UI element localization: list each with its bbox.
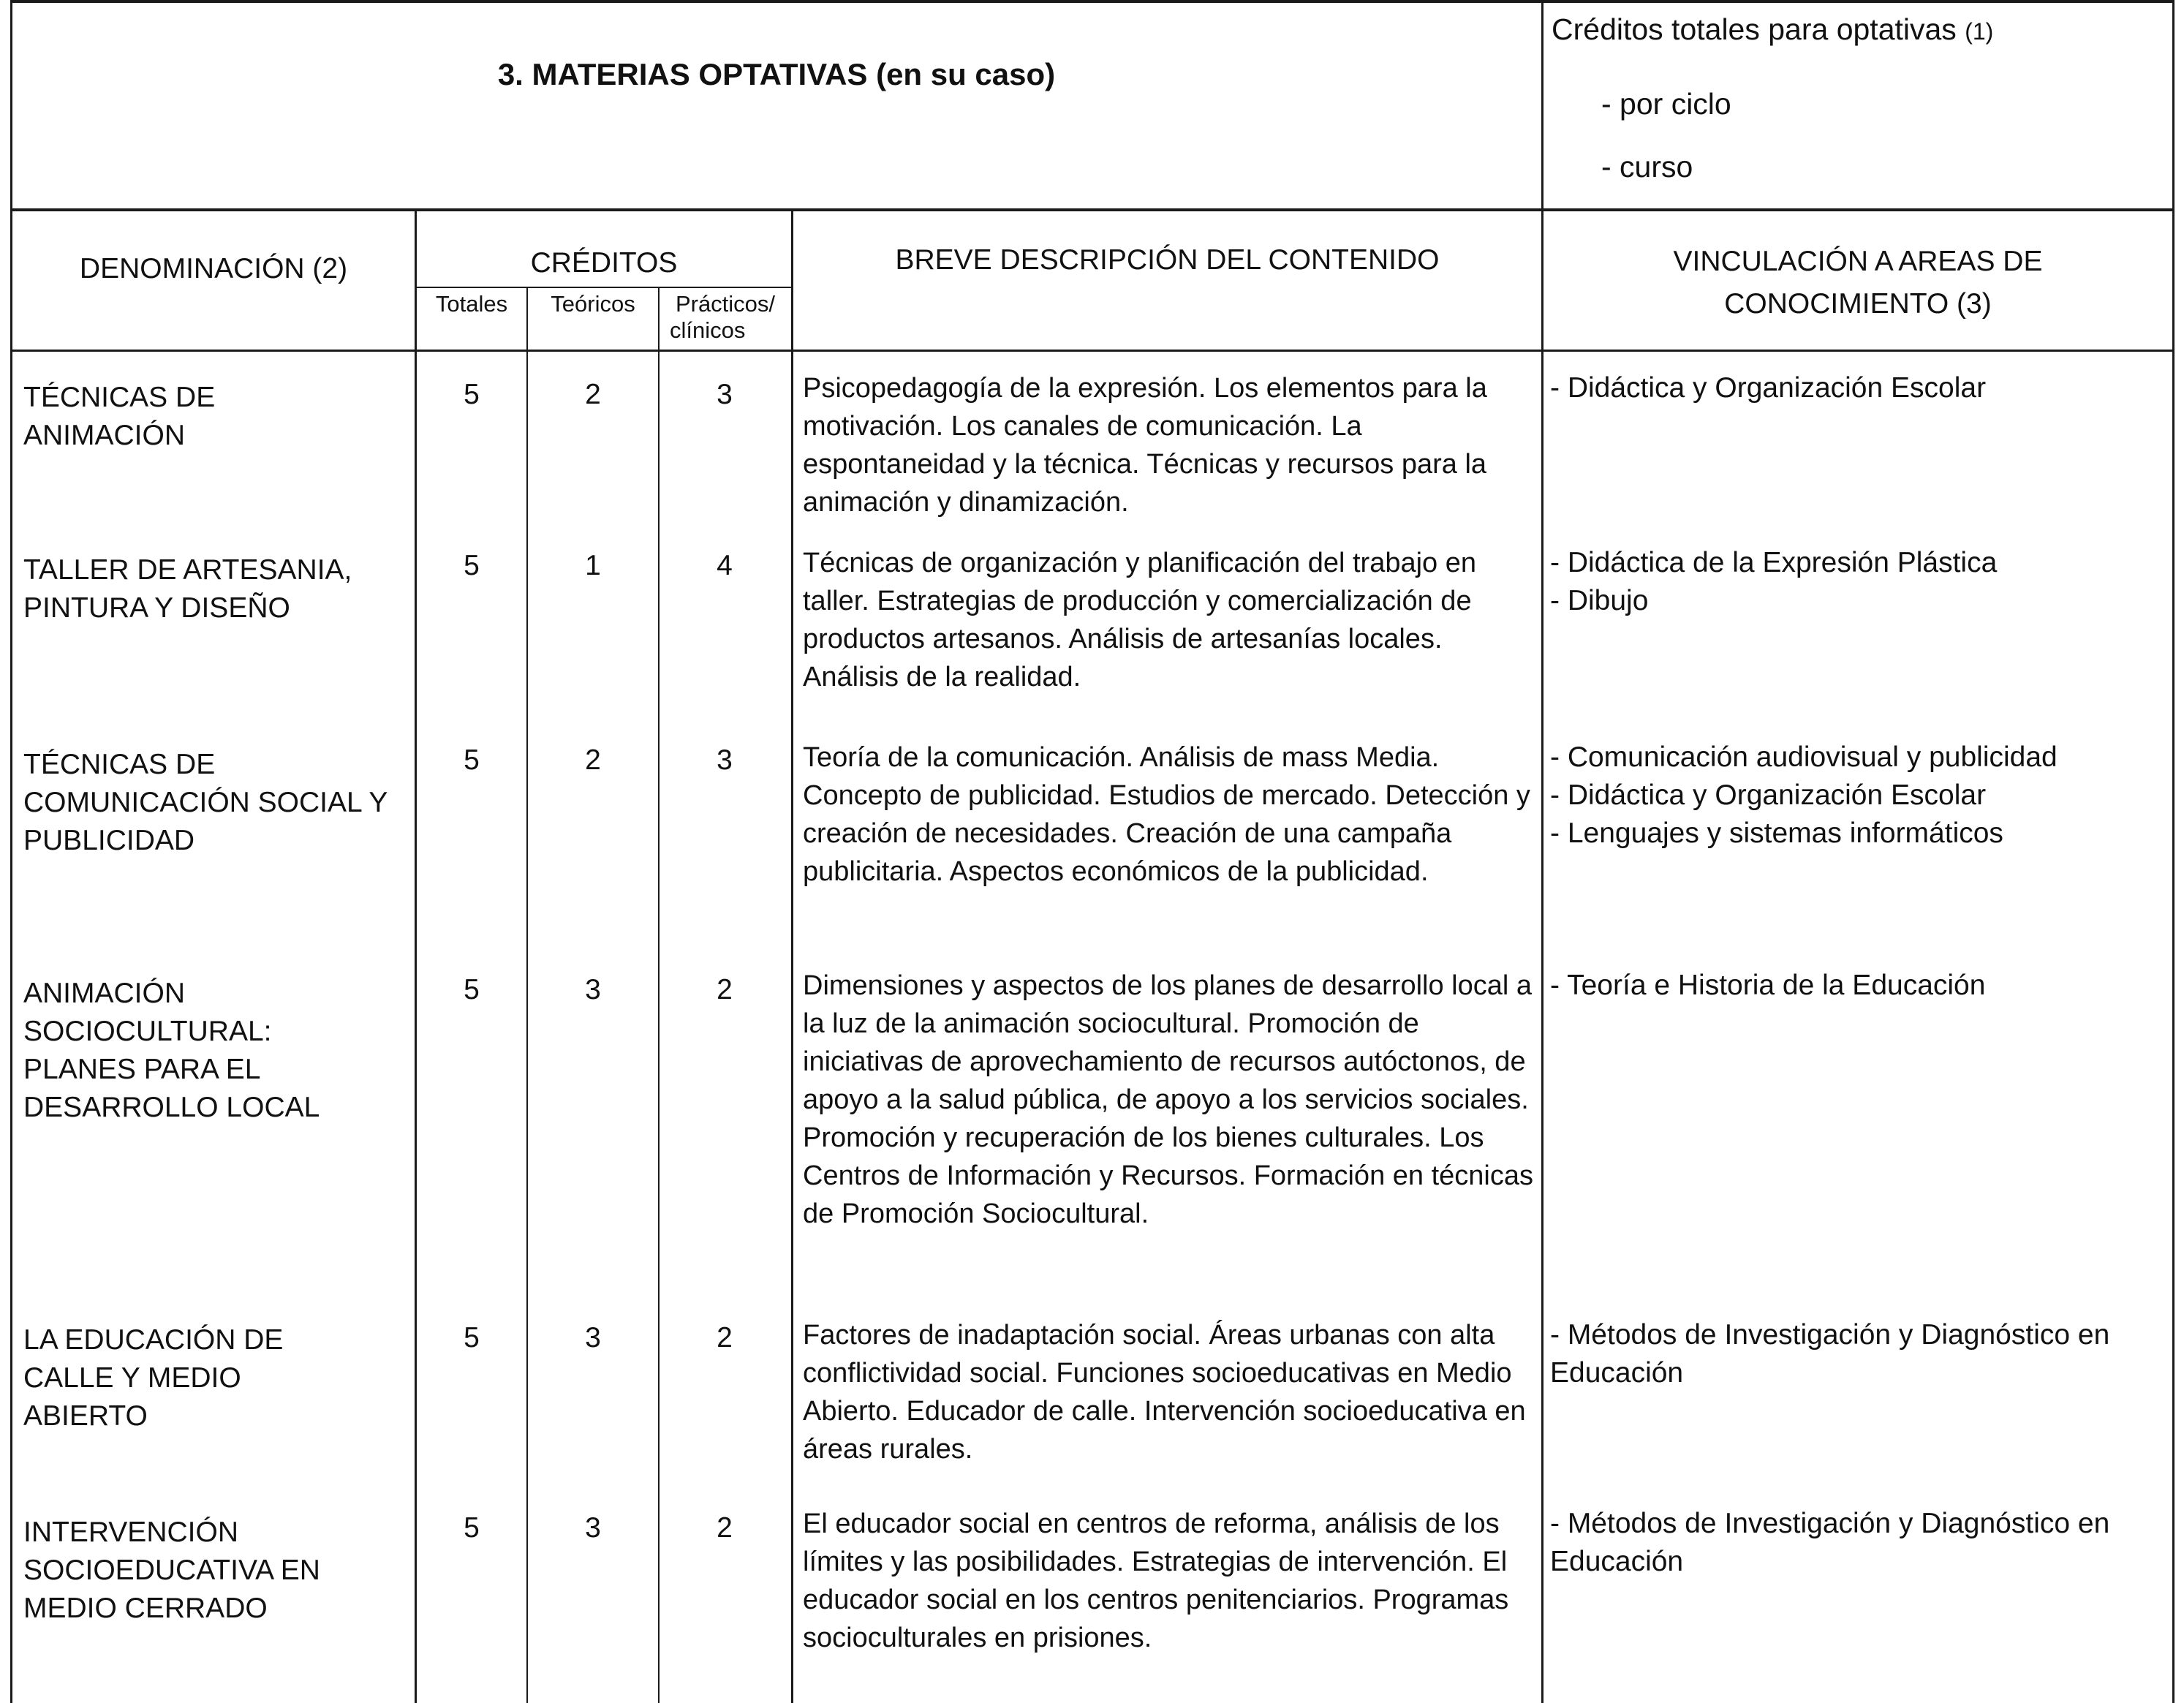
header-divider [10, 208, 2174, 211]
area-item: - Métodos de Investigación y Diagnóstico en Educación [1550, 1319, 2110, 1389]
col-line-name [415, 211, 417, 1703]
credits-teoricos: 3 [585, 1322, 601, 1353]
subject-description: Dimensiones y aspectos de los planes de desarrollo local a la luz de la animación sociocultural. Promoción de iniciativas de aprovechamiento de recursos autóctonos, de apoyo a la salud pública, de apoyo a los servicios sociales. Promoción y recuperación de los bienes culturales. Los Centros de Información y Recursos. Formación en técnicas de Promoción Sociocultural. [803, 970, 1533, 1229]
col-header-descripcion: BREVE DESCRIPCIÓN DEL CONTENIDO [895, 244, 1440, 276]
credits-practicos: 2 [717, 1512, 733, 1544]
col-line-teoricos [658, 287, 660, 1703]
subject-name: TALLER DE ARTESANIA, PINTURA Y DISEÑO [23, 554, 352, 624]
knowledge-areas [1550, 739, 2172, 853]
credits-totales: 5 [464, 1322, 480, 1353]
subject-description: Factores de inadaptación social. Áreas urbanas con alta conflictividad social. Funciones socioeducativas en Medio Abierto. Educador de calle. Intervención socioeducativa en áreas rurales. [803, 1320, 1526, 1465]
credits-totales: 5 [464, 550, 480, 581]
credits-teoricos: 1 [585, 550, 601, 581]
subject-name: ANIMACIÓN SOCIOCULTURAL: PLANES PARA EL DESARROLLO LOCAL [23, 978, 320, 1123]
area-item: - Didáctica y Organización Escolar [1550, 372, 1987, 404]
subject-name: INTERVENCIÓN SOCIOEDUCATIVA EN MEDIO CERRADO [23, 1517, 320, 1624]
col-line-practicos [791, 211, 793, 1703]
credits-teoricos: 3 [585, 974, 601, 1005]
knowledge-areas [1550, 1505, 2172, 1581]
credits-box [1552, 9, 2166, 187]
credits-totales: 5 [464, 744, 480, 776]
area-item: - Teoría e Historia de la Educación [1550, 970, 1986, 1001]
area-item: - Lenguajes y sistemas informáticos [1550, 817, 2003, 849]
credits-practicos: 2 [717, 1322, 733, 1353]
col-header-vinculacion-line2: CONOCIMIENTO (3) [1724, 288, 1992, 320]
knowledge-areas [1550, 967, 2172, 1005]
area-item: - Didáctica y Organización Escolar [1550, 779, 1987, 811]
area-item: - Comunicación audiovisual y publicidad [1550, 741, 2058, 773]
column-header-bottom [10, 350, 2174, 352]
col-line-desc [1541, 211, 1543, 1703]
subject-description: Técnicas de organización y planificación del trabajo en taller. Estrategias de producción y comercialización de productos artesanos. Análisis de artesanías locales. Análisis de la realidad. [803, 548, 1476, 692]
creditos-subheader-line [415, 287, 793, 288]
col-header-denominacion: DENOMINACIÓN (2) [79, 253, 348, 284]
credits-box-note: (1) [1965, 18, 1994, 45]
credits-teoricos: 2 [585, 379, 601, 410]
knowledge-areas [1550, 1316, 2172, 1392]
col-header-practicos-line1: Prácticos/ [675, 291, 776, 317]
section-title: 3. MATERIAS OPTATIVAS (en su caso) [497, 57, 1056, 91]
right-border [2172, 0, 2174, 1703]
col-header-teoricos: Teóricos [551, 291, 635, 317]
credits-box-line: - por ciclo [1601, 87, 1731, 121]
col-line-totales [526, 287, 528, 1703]
area-item: - Didáctica de la Expresión Plástica [1550, 547, 1998, 578]
credits-box-line: - curso [1601, 150, 1693, 184]
credits-practicos: 2 [717, 974, 733, 1005]
credits-teoricos: 2 [585, 744, 601, 776]
col-header-practicos-line2: clínicos [670, 317, 746, 343]
col-header-practicos [660, 291, 791, 344]
area-item: - Dibujo [1550, 585, 1649, 616]
col-header-creditos: CRÉDITOS [530, 247, 678, 279]
subject-name: LA EDUCACIÓN DE CALLE Y MEDIO ABIERTO [23, 1324, 284, 1432]
col-header-vinculacion-line1: VINCULACIÓN A AREAS DE [1673, 246, 2043, 277]
subject-description: El educador social en centros de reforma, análisis de los límites y las posibilidades. Estrategias de intervención. El educador social en los centros penitenciarios. Programas socioculturales en prisiones. [803, 1508, 1509, 1653]
credits-practicos: 3 [717, 744, 733, 776]
credits-totales: 5 [464, 1512, 480, 1544]
area-item: - Métodos de Investigación y Diagnóstico en Educación [1550, 1508, 2110, 1577]
credits-practicos: 4 [717, 550, 733, 581]
col-header-vinculacion [1543, 243, 2172, 323]
col-header-totales: Totales [435, 291, 508, 317]
top-border [10, 0, 2174, 3]
credits-teoricos: 3 [585, 1512, 601, 1544]
credits-box-title: Créditos totales para optativas [1552, 12, 1957, 46]
subject-description: Teoría de la comunicación. Análisis de mass Media. Concepto de publicidad. Estudios de mercado. Detección y creación de necesidades. Creación de una campaña publicitaria. Aspectos económicos de la publicidad. [803, 742, 1530, 887]
subject-name: TÉCNICAS DE COMUNICACIÓN SOCIAL Y PUBLICIDAD [23, 749, 388, 856]
subject-name: TÉCNICAS DE ANIMACIÓN [23, 382, 216, 451]
credits-box-divider [1541, 0, 1543, 211]
credits-totales: 5 [464, 379, 480, 410]
knowledge-areas [1550, 369, 2172, 407]
subject-description: Psicopedagogía de la expresión. Los elementos para la motivación. Los canales de comunicación. La espontaneidad y la técnica. Técnicas y recursos para la animación y dinamización. [803, 373, 1487, 518]
knowledge-areas [1550, 544, 2172, 620]
credits-practicos: 3 [717, 379, 733, 410]
credits-totales: 5 [464, 974, 480, 1005]
